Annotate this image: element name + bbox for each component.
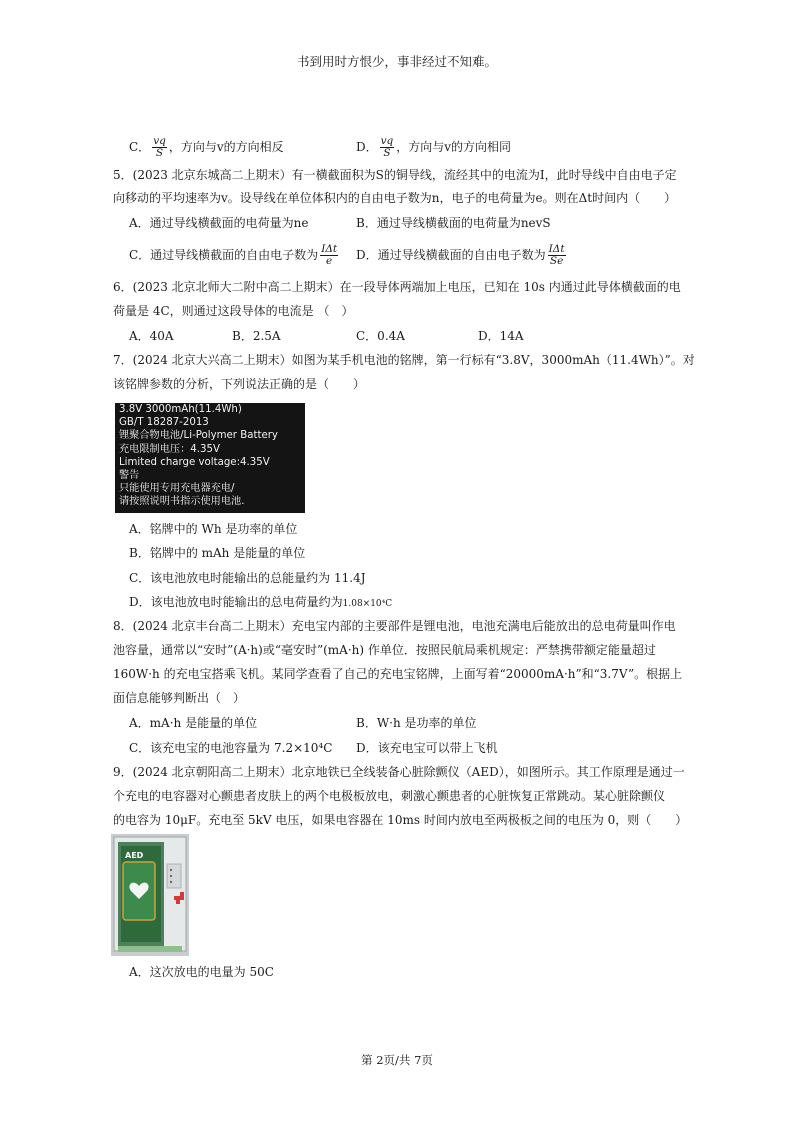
panel-dot xyxy=(170,869,172,871)
q7-option-d xyxy=(129,593,392,613)
q7-option-b: B．铭牌中的 mAh 是能量的单位 xyxy=(129,546,306,560)
q6-option-d: D．14A xyxy=(478,329,524,343)
fraction-denominator: S xyxy=(155,147,164,159)
q5-option-d-fraction xyxy=(548,244,566,267)
q6-stem-line-1: 6．(2023 北京北师大二附中高二上期末）在一段导体两端加上电压，已知在 10s 内通过此导体横截面的电 xyxy=(113,280,681,294)
q6-option-c: C．0.4A xyxy=(356,329,405,343)
q7-option-a: A．铭牌中的 Wh 是功率的单位 xyxy=(129,522,298,536)
fraction-numerator: IΔt xyxy=(321,243,338,255)
fraction-denominator: S xyxy=(383,147,391,159)
nameplate-line: 3.8V 3000mAh(11.4Wh) xyxy=(119,404,242,415)
page-footer-number: 第 2页/共 7页 xyxy=(361,1053,433,1067)
nameplate-line: 只能使用专用充电器充电/ xyxy=(119,483,235,495)
q9-stem-line-3: 的电容为 10μF。充电至 5kV 电压，如果电容器在 10ms 时间内放电至两极板之间的电压为 0，则（ ） xyxy=(113,813,688,827)
q7-stem-line-1: 7．(2024 北京大兴高二上期末）如图为某手机电池的铭牌，第一行标有“3.8V，3000mAh（11.4Wh）”。对 xyxy=(113,353,695,367)
q5-stem-line-1: 5．(2023 北京东城高二上期末）有一横截面积为S的铜导线，流经其中的电流为I，此时导线中自由电子定 xyxy=(113,168,677,182)
aed-label: AED xyxy=(125,851,144,860)
q9-stem-line-1: 9．(2024 北京朝阳高二上期末）北京地铁已全线装备心脏除颤仪（AED），如图所示。其工作原理是通过一 xyxy=(113,765,685,779)
q7-option-c: C．该电池放电时能输出的总能量约为 11.4J xyxy=(129,571,366,585)
fraction-numerator: IΔt xyxy=(548,243,565,255)
q8-option-d: D．该充电宝可以带上飞机 xyxy=(356,741,498,755)
q4-option-c-fraction xyxy=(152,136,167,159)
fraction-denominator: e xyxy=(326,255,333,267)
fraction-numerator: vq xyxy=(153,135,166,147)
nameplate-line: 锂聚合物电池/Li-Polymer Battery xyxy=(119,430,278,442)
q5-option-a: A．通过导线横截面的电荷量为ne xyxy=(129,216,309,230)
q7-option-d-value: 1.08×10⁴C xyxy=(342,599,393,609)
q6-option-a: A．40A xyxy=(129,329,174,343)
panel-dot xyxy=(170,875,172,877)
q5-option-b: B．通过导线横截面的电荷量为nevS xyxy=(356,216,551,230)
q9-option-a: A．这次放电的电量为 50C xyxy=(129,965,274,979)
q5-option-d-text: D．通过导线横截面的自由电子数为 xyxy=(356,248,546,262)
q4-option-c-label: C． xyxy=(129,140,151,154)
q5-option-c xyxy=(129,244,340,267)
q8-stem-line-1: 8．(2024 北京丰台高二上期末）充电宝内部的主要部件是锂电池，电池充满电后能放出的总电荷量叫作电 xyxy=(113,619,676,633)
q5-stem-line-2: 向移动的平均速率为v。设导线在单位体积内的自由电子数为n，电子的电荷量为e。则在Δt时间内（ ） xyxy=(113,191,677,205)
q8-option-a: A．mA·h 是能量的单位 xyxy=(129,716,258,730)
q7-option-d-text: D．该电池放电时能输出的总电荷量约为 xyxy=(129,595,343,609)
q9-stem-line-2: 个充电的电容器对心颤患者皮肤上的两个电极板放电，刺激心颤患者的心脏恢复正常跳动。某心脏除颤仪 xyxy=(113,789,666,803)
q8-stem-line-3: 160W·h 的充电宝搭乘飞机。某同学查看了自己的充电宝铭牌，上面写着“20000mA·h”和“3.7V”。根据上 xyxy=(113,667,683,681)
q4-option-c xyxy=(129,136,284,159)
q8-option-c: C．该充电宝的电池容量为 7.2×10⁴C xyxy=(129,741,333,755)
q4-option-d-label: D． xyxy=(356,140,378,154)
q8-option-b: B．W·h 是功率的单位 xyxy=(356,716,477,730)
aed-cabinet-photo xyxy=(111,834,189,956)
q4-option-d xyxy=(356,136,511,159)
q8-stem-line-4: 面信息能够判断出（ ） xyxy=(113,691,246,705)
battery-nameplate-image xyxy=(115,403,305,513)
cabinet-base xyxy=(118,946,182,952)
q4-option-d-fraction xyxy=(380,136,395,159)
q8-stem-line-2: 池容量，通常以“安时”(A·h)或“毫安时”(mA·h) 作单位．按照民航局乘机规定：严禁携带额定能量超过 xyxy=(113,643,656,657)
q5-option-c-text: C．通过导线横截面的自由电子数为 xyxy=(129,248,319,262)
nameplate-line: 充电限制电压：4.35V xyxy=(119,443,220,455)
q5-option-c-fraction xyxy=(320,244,338,267)
q4-option-c-text: ，方向与v的方向相反 xyxy=(168,140,284,154)
fraction-denominator: Se xyxy=(549,255,564,267)
page-header-motto: 书到用时方恨少，事非经过不知难。 xyxy=(296,54,497,69)
nameplate-line: 请按照说明书指示使用电池. xyxy=(119,496,245,508)
side-panel xyxy=(167,864,181,888)
fraction-numerator: vq xyxy=(380,135,394,147)
q4-option-d-text: ，方向与v的方向相同 xyxy=(396,140,512,154)
nameplate-line: 警告 xyxy=(119,470,140,482)
q5-option-d xyxy=(356,244,568,267)
nameplate-line: Limited charge voltage:4.35V xyxy=(119,456,270,468)
q7-stem-line-2: 该铭牌参数的分析，下列说法正确的是（ ） xyxy=(113,377,366,391)
q6-stem-line-2: 荷量是 4C，则通过这段导体的电流是 （ ） xyxy=(113,304,354,318)
q6-option-b: B．2.5A xyxy=(232,329,281,343)
nameplate-line: GB/T 18287-2013 xyxy=(119,417,209,429)
panel-dot xyxy=(170,881,172,883)
